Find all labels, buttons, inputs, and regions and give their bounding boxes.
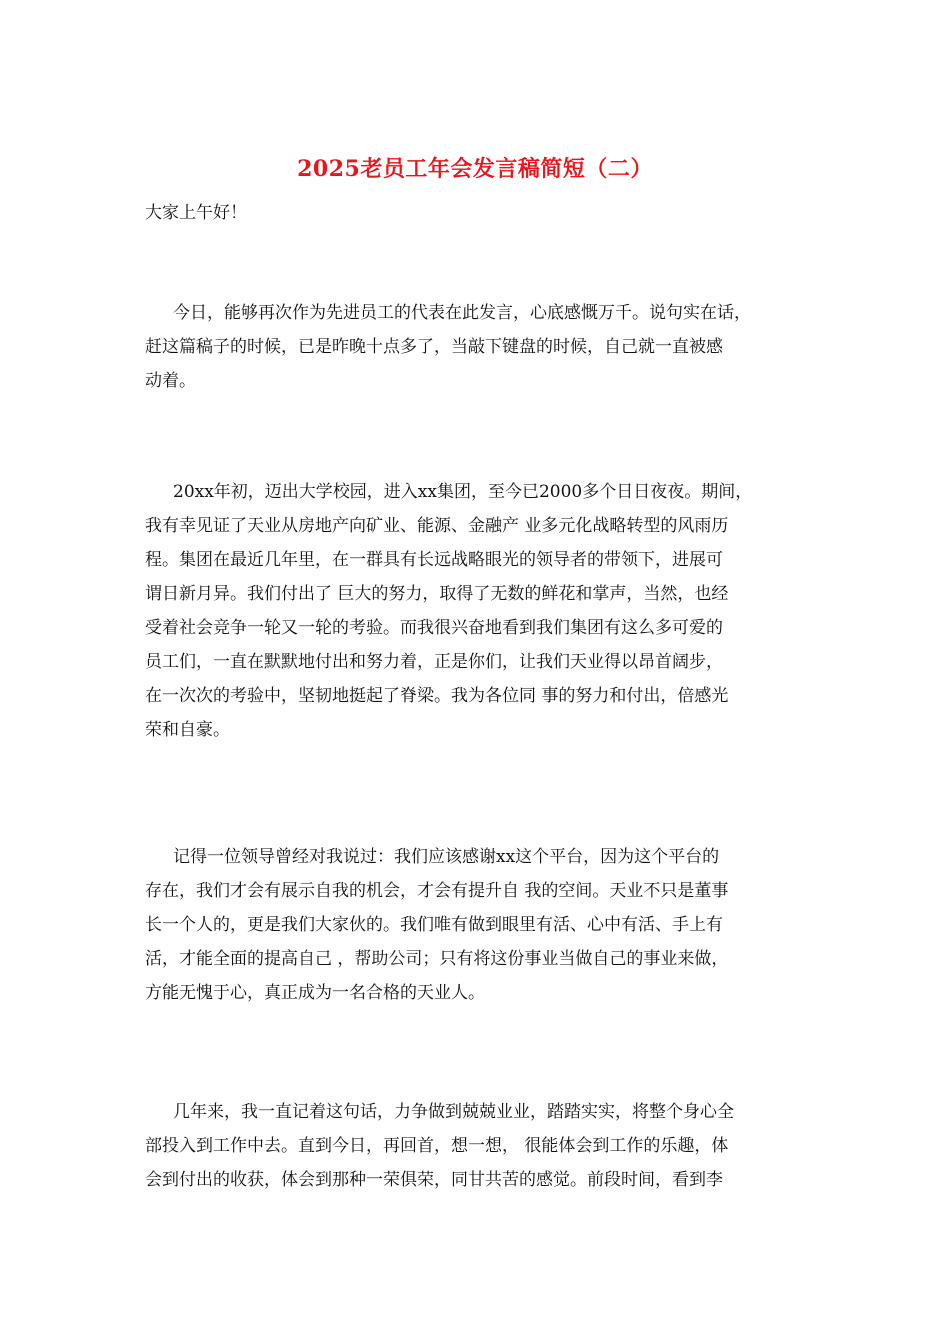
- paragraph-line: 荣和自豪。: [145, 720, 230, 740]
- paragraph-line: 活，才能全面的提高自己 ，帮助公司；只有将这份事业当做自己的事业来做，: [145, 949, 729, 969]
- paragraph-line: 我有幸见证了天业从房地产向矿业、能源、金融产 业多元化战略转型的风雨历: [145, 516, 729, 536]
- greeting-line: 大家上午好！: [145, 203, 247, 223]
- paragraph-line: 赶这篇稿子的时候，已是昨晚十点多了，当敲下键盘的时候，自己就一直被感: [145, 337, 723, 357]
- paragraph-line: 受着社会竞争一轮又一轮的考验。而我很兴奋地看到我们集团有这么多可爱的: [145, 618, 723, 638]
- paragraph-line: 谓日新月异。我们付出了 巨大的努力，取得了无数的鲜花和掌声，当然，也经: [145, 584, 729, 604]
- paragraph-line: 员工们，一直在默默地付出和努力着，正是你们，让我们天业得以昂首阔步，: [145, 652, 723, 672]
- paragraph-line: 存在，我们才会有展示自我的机会，才会有提升自 我的空间。天业不只是董事: [145, 881, 729, 901]
- paragraph-line: 在一次次的考验中，坚韧地挺起了脊梁。我为各位同 事的努力和付出，倍感光: [145, 686, 729, 706]
- paragraph-line: 会到付出的收获，体会到那种一荣俱荣，同甘共苦的感觉。前段时间，看到李: [145, 1170, 723, 1190]
- document-title: 2025老员工年会发言稿简短（二）: [297, 156, 653, 182]
- paragraph-line: 部投入到工作中去。直到今日，再回首，想一想， 很能体会到工作的乐趣，体: [145, 1136, 729, 1156]
- paragraph-line: 几年来，我一直记着这句话，力争做到兢兢业业，踏踏实实，将整个身心全: [173, 1102, 734, 1122]
- paragraph-line: 方能无愧于心，真正成为一名合格的天业人。: [145, 983, 485, 1003]
- paragraph-line: 动着。: [145, 371, 196, 391]
- paragraph-1: [145, 296, 810, 398]
- paragraph-3: [145, 840, 810, 1010]
- paragraph-line: 程。集团在最近几年里，在一群具有长远战略眼光的领导者的带领下，进展可: [145, 550, 723, 570]
- paragraph-line: 今日，能够再次作为先进员工的代表在此发言，心底感慨万千。说句实在话，: [173, 303, 751, 323]
- paragraph-4: [145, 1095, 810, 1197]
- paragraph-line: 长一个人的，更是我们大家伙的。我们唯有做到眼里有活、心中有活、手上有: [145, 915, 723, 935]
- paragraph-line: 记得一位领导曾经对我说过：我们应该感谢xx这个平台，因为这个平台的: [173, 847, 720, 867]
- paragraph-line: 20xx年初，迈出大学校园，进入xx集团，至今已2000多个日日夜夜。期间，: [173, 482, 753, 502]
- paragraph-2: [145, 475, 810, 747]
